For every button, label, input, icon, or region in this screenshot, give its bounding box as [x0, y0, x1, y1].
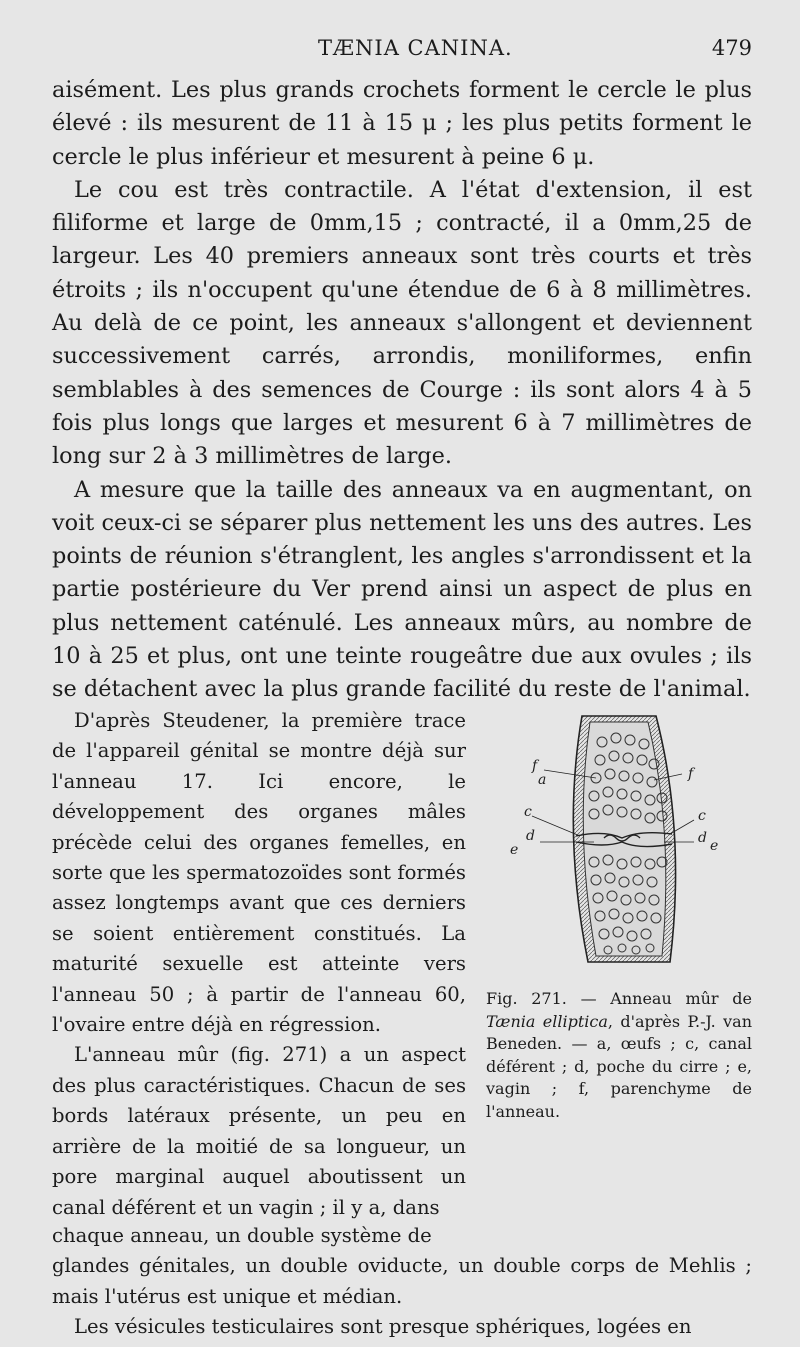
paragraph: Les vésicules testiculaires sont presque sphériques, logées en [74, 1315, 692, 1339]
label-c-right: c [698, 808, 706, 824]
proglottid-illustration [504, 712, 724, 974]
text-line: glandes génitales, un double oviducte, un double corps de Mehlis ; mais l'utérus est unique et médian. [52, 1254, 752, 1308]
label-d-right: d [698, 830, 707, 846]
running-title: TÆNIA CANINA. [318, 36, 513, 60]
label-e-right: e [710, 838, 719, 854]
page-header [0, 36, 800, 70]
caption-lead: Fig. 271. — Anneau mûr de [486, 989, 752, 1008]
label-c-left: c [524, 804, 532, 820]
label-d-left: d [526, 828, 535, 844]
paragraph: L'anneau mûr (fig. 271) a un aspect des plus caractéristiques. Chacun de ses bords latéraux présente, un peu en arrière de la moitié de sa longueur, un pore marginal auquel aboutissent un canal déférent et un vagin ; il y a, dans [52, 1043, 466, 1219]
paragraph: D'après Steudener, la première trace de l'appareil génital se montre déjà sur l'anneau 17. Ici encore, le développement des organes mâles précède celui des organes femelles, en sorte que les spermatozoïdes sont formés assez longtemps avant que ces derniers se soient entièrement constitués. La maturité sexuelle est atteinte vers l'anneau 50 ; à partir de l'anneau 60, l'ovaire entre déjà en régression. [52, 709, 466, 1037]
label-f-left: f [532, 758, 538, 774]
text-line: chaque anneau, un double système de [52, 1224, 432, 1247]
figure-caption [484, 988, 752, 1123]
figure-271 [484, 712, 752, 1182]
small-print-section [52, 706, 752, 1223]
label-a: a [538, 772, 547, 788]
paragraph: aisément. Les plus grands crochets forment le cercle le plus élevé : ils mesurent de 11 à 15 μ ; les plus petits forment le cercle le plus inférieur et mesurent à peine 6 μ. [52, 77, 752, 170]
caption-rest: , d'après P.-J. van Beneden. — a, œufs ; c, canal déférent ; d, poche du cirre ; e, vagin ; f, parenchyme de l'anneau. [486, 1011, 752, 1121]
caption-species: Tænia elliptica [486, 1011, 608, 1031]
page-number: 479 [711, 36, 752, 60]
label-f-right: f [688, 766, 694, 782]
bottom-text [52, 1221, 752, 1343]
label-e-left: e [510, 842, 519, 858]
main-text [52, 74, 752, 707]
paragraph: Le cou est très contractile. A l'état d'extension, il est filiforme et large de 0mm,15 ; contracté, il a 0mm,25 de largeur. Les 40 premiers anneaux sont très courts et très étroits ; ils n'occupent qu'une étendue de 6 à 8 millimètres. Au delà de ce point, les anneaux s'allongent et deviennent successivement carrés, arrondis, moniliformes, enfin semblables à des semences de Courge : ils sont alors 4 à 5 fois plus longs que larges et mesurent 6 à 7 millimètres de long sur 2 à 3 millimètres de large. [52, 176, 752, 470]
paragraph: A mesure que la taille des anneaux va en augmentant, on voit ceux-ci se séparer plus nettement les uns des autres. Les points de réunion s'étranglent, les angles s'arrondissent et la partie postérieure du Ver prend ainsi un aspect de plus en plus nettement caténulé. Les anneaux mûrs, au nombre de 10 à 25 et plus, ont une teinte rougeâtre due aux ovules ; ils se détachent avec la plus grande facilité du reste de l'animal. [52, 476, 752, 703]
